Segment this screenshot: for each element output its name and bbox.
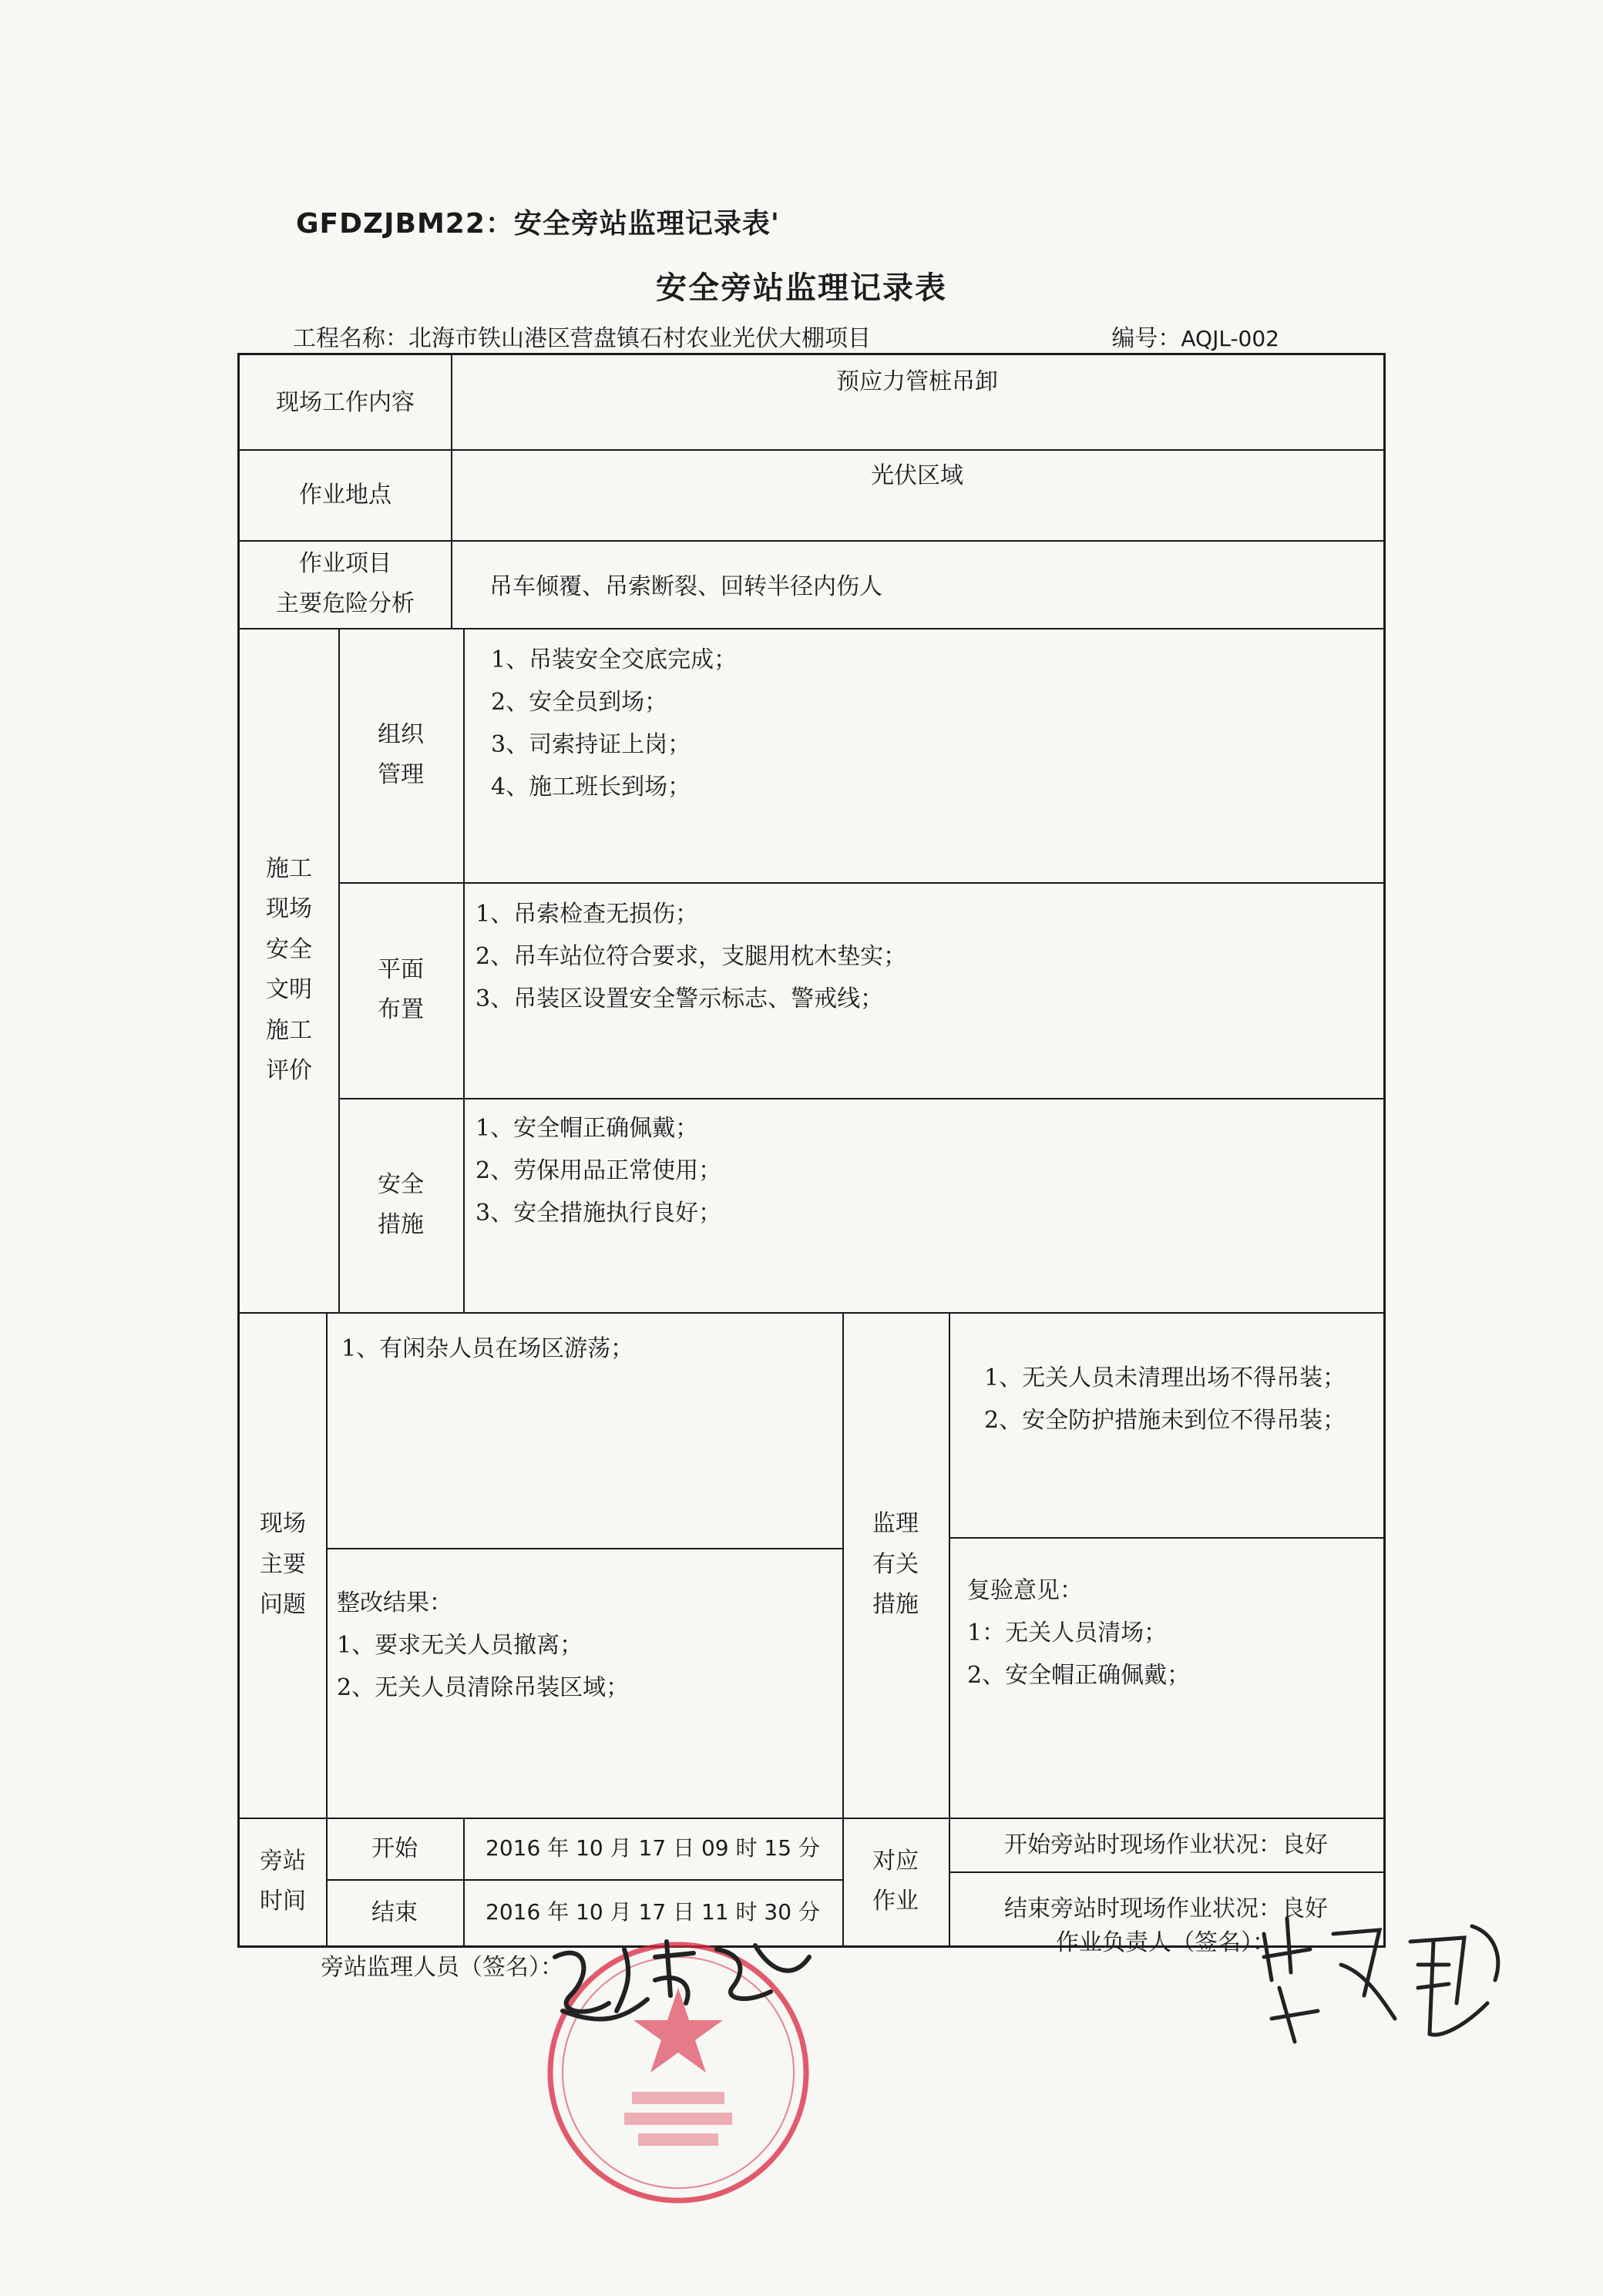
supervisor-signature-label: 旁站监理人员（签名）：	[321, 1954, 563, 1981]
serial-number	[1111, 319, 1279, 353]
problem-list	[341, 1328, 835, 1370]
list-item: 4、施工班长到场；	[491, 774, 691, 801]
meta-row	[293, 319, 1387, 353]
leader-handwritten-signature	[1248, 1903, 1511, 2057]
list-item: 2、安全防护措施未到位不得吊装；	[984, 1407, 1346, 1434]
list-item: 1、吊索检查无损伤；	[476, 901, 699, 928]
project-name: 工程名称：北海市铁山港区营盘镇石村农业光伏大棚项目	[293, 325, 871, 352]
safety-label-line: 安全	[378, 1170, 424, 1198]
evaluation-label-char: 文明	[266, 976, 312, 1003]
layout-label-line: 平面	[378, 955, 424, 983]
corresponding-ops-label	[842, 1818, 949, 1945]
serial-label: 编号：	[1111, 325, 1181, 352]
list-item: 1、无关人员未清理出场不得吊装；	[984, 1365, 1346, 1391]
issues-label-line: 现场	[260, 1510, 306, 1538]
supervision-measures-label	[842, 1312, 949, 1818]
supervision-form-table	[237, 353, 1386, 1948]
time-label-line: 时间	[260, 1888, 306, 1915]
org-management-items	[491, 639, 1369, 808]
list-item: 3、安全措施执行良好；	[476, 1200, 722, 1227]
measures-list	[984, 1357, 1377, 1442]
list-item: 2、安全员到场；	[491, 689, 668, 716]
hazard-label-line: 作业项目	[299, 549, 392, 577]
hazard-label-line: 主要危险分析	[276, 590, 415, 617]
evaluation-label-char: 评价	[266, 1057, 312, 1084]
rectification-block	[337, 1582, 838, 1709]
ops-label-line: 对应	[872, 1847, 919, 1875]
end-status: 结束旁站时现场作业状况：良好	[1004, 1895, 1328, 1922]
list-item: 1：无关人员清场；	[967, 1620, 1168, 1646]
list-item: 1、要求无关人员撤离；	[337, 1632, 583, 1659]
time-label-line: 旁站	[260, 1847, 306, 1875]
recheck-title: 复验意见：	[967, 1577, 1083, 1604]
work-content-value: 预应力管桩吊卸	[836, 368, 998, 395]
measures-label-line: 监理	[872, 1510, 919, 1538]
measures-label-line: 措施	[872, 1591, 919, 1619]
main-issues-label	[240, 1312, 326, 1818]
list-item: 1、安全帽正确佩戴；	[476, 1115, 699, 1142]
list-item: 2、安全帽正确佩戴；	[967, 1662, 1191, 1689]
ops-label-line: 作业	[872, 1888, 919, 1915]
start-status: 开始旁站时现场作业状况：良好	[1004, 1831, 1328, 1858]
recheck-block	[967, 1569, 1376, 1697]
list-item: 1、有闲杂人员在场区游荡；	[341, 1335, 634, 1362]
list-item: 2、吊车站位符合要求，支腿用枕木垫实；	[476, 943, 907, 970]
form-title: 安全旁站监理记录表	[656, 270, 947, 306]
layout-label-line: 布置	[378, 996, 424, 1023]
site-layout-items	[476, 893, 1369, 1020]
list-item: 3、司索持证上岗；	[491, 731, 691, 758]
supervisor-handwritten-signature	[539, 1926, 832, 2049]
end-time: 2016 年 10 月 17 日 11 时 30 分	[486, 1899, 820, 1925]
supervision-time-label	[240, 1818, 326, 1945]
hazard-value: 吊车倾覆、吊索断裂、回转半径内伤人	[489, 573, 882, 600]
evaluation-label-char: 安全	[266, 935, 312, 963]
safety-label-line: 措施	[378, 1211, 424, 1238]
end-label: 结束	[371, 1898, 418, 1926]
org-label-line: 组织	[378, 720, 424, 748]
evaluation-label-char: 施工	[266, 854, 312, 882]
issues-label-line: 主要	[260, 1550, 306, 1578]
list-item: 2、无关人员清除吊装区域；	[337, 1674, 630, 1701]
org-label-line: 管理	[378, 761, 424, 788]
list-item: 2、劳保用品正常使用；	[476, 1157, 722, 1184]
safety-measures-items	[476, 1107, 1369, 1234]
safety-measures-label	[338, 1098, 463, 1312]
location-label: 作业地点	[299, 481, 392, 509]
list-item: 3、吊装区设置安全警示标志、警戒线；	[476, 985, 884, 1012]
document-code: GFDZJBM22：安全旁站监理记录表'	[296, 208, 780, 240]
location-value: 光伏区域	[871, 462, 963, 489]
site-layout-label	[338, 882, 463, 1098]
org-management-label	[338, 628, 463, 882]
evaluation-label-char: 现场	[266, 895, 312, 922]
start-label: 开始	[371, 1834, 418, 1862]
issues-label-line: 问题	[260, 1591, 306, 1619]
rectification-title: 整改结果：	[337, 1589, 452, 1616]
measures-label-line: 有关	[872, 1550, 919, 1578]
start-time: 2016 年 10 月 17 日 09 时 15 分	[486, 1835, 820, 1861]
leader-signature-label: 作业负责人（签名）：	[1056, 1929, 1275, 1956]
evaluation-label-char: 施工	[266, 1016, 312, 1044]
list-item: 1、吊装安全交底完成；	[491, 646, 738, 673]
work-content-label: 现场工作内容	[276, 388, 415, 416]
evaluation-section-label	[240, 628, 338, 1312]
hazard-label	[240, 540, 451, 628]
serial-value: AQJL-002	[1181, 326, 1279, 351]
